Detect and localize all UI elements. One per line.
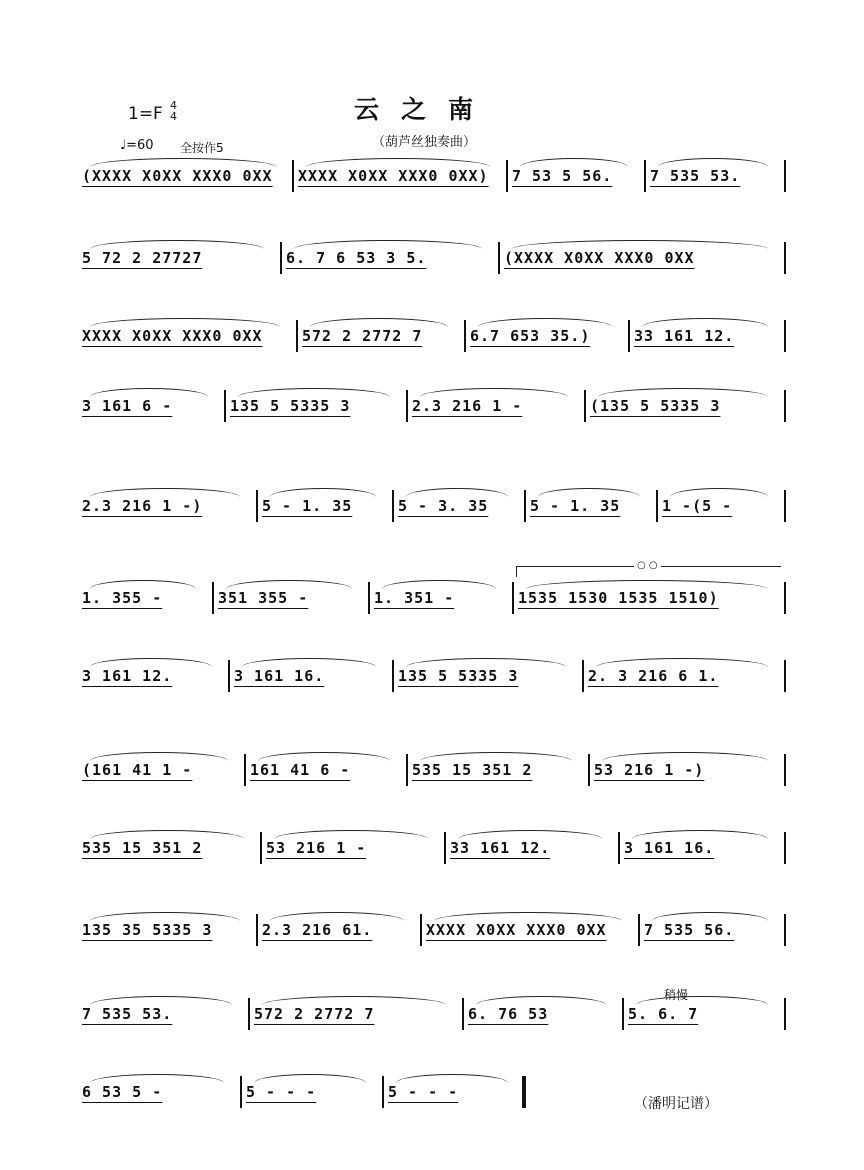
barline (628, 320, 630, 352)
staff-line (76, 578, 784, 618)
page-subtitle: （葫芦丝独奏曲） (372, 135, 477, 150)
barline (622, 998, 624, 1030)
measure-notes: 7 535 53. (650, 167, 741, 185)
measure-notes: XXXX X0XX XXX0 0XX) (298, 167, 489, 185)
barline (240, 1076, 242, 1108)
final-barline (522, 1076, 526, 1108)
measure-notes: 3 161 6 - (82, 397, 173, 415)
measure-notes: 135 35 5335 3 (82, 921, 213, 939)
barline (368, 582, 370, 614)
measure-notes: (XXXX X0XX XXX0 0XX (504, 249, 695, 267)
measure-notes: 535 15 351 2 (412, 761, 533, 779)
barline (644, 160, 646, 192)
time-signature (170, 100, 177, 122)
barline (656, 490, 658, 522)
measure-notes: 5. 6. 7 (628, 1005, 699, 1023)
staff-line (76, 994, 784, 1034)
measure-notes: (161 41 1 - (82, 761, 193, 779)
transcriber-credit: （潘明记谱） (634, 1096, 718, 1112)
measure-notes: 33 161 12. (634, 327, 735, 345)
measure-notes: 5 - 1. 35 (530, 497, 621, 515)
measure-notes: (135 5 5335 3 (590, 397, 721, 415)
measure-notes: 1. 355 - (82, 589, 163, 607)
barline (784, 582, 786, 614)
meter-top: 4 (170, 99, 177, 112)
barline (444, 832, 446, 864)
measure-notes: XXXX X0XX XXX0 0XX (82, 327, 263, 345)
measure-notes: 2.3 216 1 - (412, 397, 523, 415)
measure-notes: 351 355 - (218, 589, 309, 607)
measure-notes: 572 2 2772 7 (302, 327, 423, 345)
measure-notes: 1535 1530 1535 1510) (518, 589, 719, 607)
barline (584, 390, 586, 422)
key-signature: 1=F (128, 104, 163, 124)
measure-notes: 5 - - - (246, 1083, 317, 1101)
measure-notes: 1 -(5 - (662, 497, 733, 515)
measure-notes: 3 161 12. (82, 667, 173, 685)
measure-notes: 6.7 653 35.) (470, 327, 591, 345)
barline (382, 1076, 384, 1108)
barline (392, 490, 394, 522)
barline (280, 242, 282, 274)
barline (588, 754, 590, 786)
barline (464, 320, 466, 352)
staff-line (76, 238, 784, 278)
measure-notes: 135 5 5335 3 (230, 397, 351, 415)
staff-line (76, 750, 784, 790)
measure-notes: 33 161 12. (450, 839, 551, 857)
measure-notes: 161 41 6 - (250, 761, 351, 779)
barline (292, 160, 294, 192)
tempo-change-mark: 稍慢 (664, 988, 689, 1002)
barline (244, 754, 246, 786)
barline (224, 390, 226, 422)
measure-notes: 5 - 1. 35 (262, 497, 353, 515)
barline (784, 490, 786, 522)
barline (784, 914, 786, 946)
barline (784, 160, 786, 192)
barline (296, 320, 298, 352)
barline (420, 914, 422, 946)
fingering-note: 全按作5 (180, 141, 224, 155)
measure-notes: 5 - - - (388, 1083, 459, 1101)
measure-notes: 572 2 2772 7 (254, 1005, 375, 1023)
page-title: 云之南 (354, 95, 496, 124)
measure-notes: 2. 3 216 6 1. (588, 667, 719, 685)
measure-notes: 6. 76 53 (468, 1005, 549, 1023)
barline (462, 998, 464, 1030)
staff-line (76, 486, 784, 526)
barline (784, 998, 786, 1030)
measure-notes: 5 - 3. 35 (398, 497, 489, 515)
barline (784, 320, 786, 352)
measure-notes: 7 535 56. (644, 921, 735, 939)
staff-line (76, 910, 784, 950)
barline (784, 754, 786, 786)
measure-notes: 2.3 216 1 -) (82, 497, 203, 515)
barline (784, 390, 786, 422)
staff-line (76, 316, 784, 356)
measure-notes: 3 161 16. (234, 667, 325, 685)
barline (784, 660, 786, 692)
staff-line (76, 656, 784, 696)
measure-notes: 5 72 2 27727 (82, 249, 203, 267)
barline (228, 660, 230, 692)
measure-notes: 7 535 53. (82, 1005, 173, 1023)
measure-notes: 6 53 5 - (82, 1083, 163, 1101)
barline (392, 660, 394, 692)
measure-notes: 135 5 5335 3 (398, 667, 519, 685)
meter-bottom: 4 (170, 110, 177, 123)
measure-notes: 53 216 1 -) (594, 761, 705, 779)
measure-notes: 1. 351 - (374, 589, 455, 607)
staff-line (76, 156, 784, 196)
barline (524, 490, 526, 522)
barline (512, 582, 514, 614)
barline (260, 832, 262, 864)
barline (506, 160, 508, 192)
measure-notes: 535 15 351 2 (82, 839, 203, 857)
barline (406, 754, 408, 786)
measure-notes: (XXXX X0XX XXX0 0XX (82, 167, 273, 185)
barline (784, 242, 786, 274)
measure-notes: 7 53 5 56. (512, 167, 613, 185)
staff-line (76, 828, 784, 868)
barline (248, 998, 250, 1030)
repeat-mark: ○ ○ (634, 560, 661, 571)
measure-notes: 3 161 16. (624, 839, 715, 857)
staff-line (76, 386, 784, 426)
measure-notes: XXXX X0XX XXX0 0XX (426, 921, 607, 939)
measure-notes: 2.3 216 61. (262, 921, 373, 939)
barline (406, 390, 408, 422)
barline (618, 832, 620, 864)
barline (212, 582, 214, 614)
barline (256, 490, 258, 522)
measure-notes: 53 216 1 - (266, 839, 367, 857)
measure-notes: 6. 7 6 53 3 5. (286, 249, 427, 267)
barline (582, 660, 584, 692)
barline (784, 832, 786, 864)
barline (498, 242, 500, 274)
barline (638, 914, 640, 946)
tempo-marking: ♩=60 (120, 138, 154, 153)
barline (256, 914, 258, 946)
